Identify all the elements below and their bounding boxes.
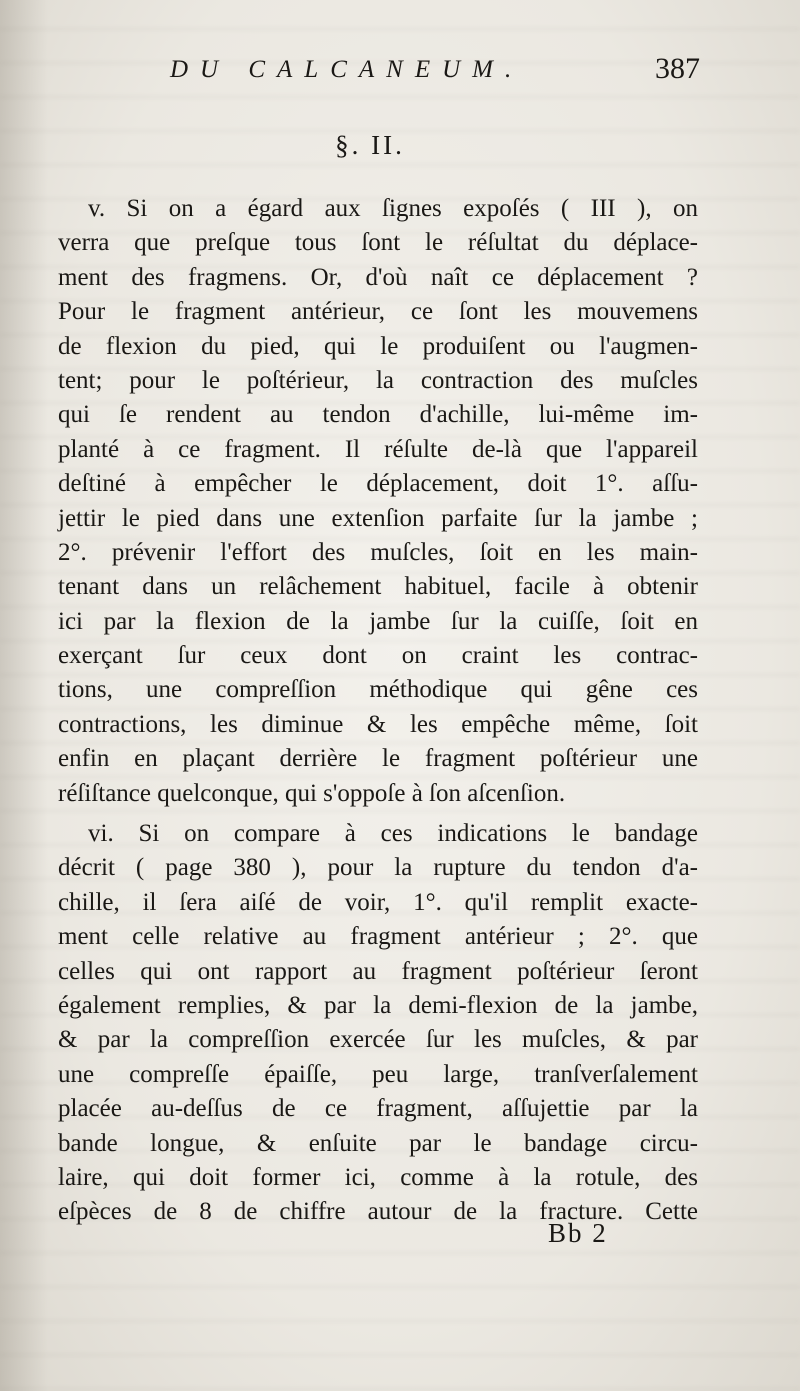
text-line: tent; pour le poſtérieur, la contraction des muſcles — [58, 366, 698, 394]
text-line: eſpèces de 8 de chiffre autour de la fracture. Cette — [58, 1198, 698, 1226]
text-line: planté à ce fragment. Il réſulte de-là que l'appareil — [58, 435, 698, 463]
text-line: qui ſe rendent au tendon d'achille, lui-même im- — [58, 401, 698, 429]
text-line: tions, une compreſſion méthodique qui gêne ces — [58, 676, 698, 704]
text-line: verra que preſque tous ſont le réſultat du déplace- — [58, 229, 698, 257]
text-line: enfin en plaçant derrière le fragment poſtérieur une — [58, 745, 698, 773]
text-line: décrit ( page 380 ), pour la rupture du tendon d'a- — [58, 854, 698, 882]
paragraph-vi — [58, 817, 698, 1230]
text-line: réſiſtance quelconque, qui s'oppoſe à ſon aſcenſion. — [58, 779, 566, 807]
text-line: v. Si on a égard aux ſignes expoſés ( III ), on — [88, 195, 698, 222]
text-line: de flexion du pied, qui le produiſent ou l'augmen- — [58, 332, 698, 360]
text-line: laire, qui doit former ici, comme à la rotule, des — [58, 1163, 698, 1191]
page-number: 387 — [655, 52, 700, 85]
text-line: jettir le pied dans une extenſion parfaite ſur la jambe ; — [58, 504, 698, 532]
text-line: ment des fragmens. Or, d'où naît ce déplacement ? — [58, 263, 698, 291]
text-line: exerçant ſur ceux dont on craint les contrac- — [58, 642, 698, 670]
text-line: vi. Si on compare à ces indications le bandage — [88, 820, 698, 848]
section-heading: §. II. — [335, 130, 405, 160]
paragraph-v — [58, 192, 698, 811]
text-line: & par la compreſſion exercée ſur les muſcles, & par — [58, 1026, 698, 1054]
text-line: deſtiné à empêcher le déplacement, doit 1°. aſſu- — [58, 470, 698, 498]
body-text — [58, 192, 698, 1230]
text-line: celles qui ont rapport au fragment poſtérieur ſeront — [58, 957, 698, 985]
text-line: ment celle relative au fragment antérieur ; 2°. que — [58, 923, 698, 951]
text-line: ici par la flexion de la jambe ſur la cuiſſe, ſoit en — [58, 607, 698, 635]
text-line: 2°. prévenir l'effort des muſcles, ſoit en les main- — [58, 538, 698, 566]
text-line: bande longue, & enſuite par le bandage circu- — [58, 1129, 698, 1157]
text-line: chille, il ſera aiſé de voir, 1°. qu'il remplit exacte- — [58, 888, 698, 916]
text-line: tenant dans un relâchement habituel, facile à obtenir — [58, 573, 698, 601]
text-line: également remplies, & par la demi-flexion de la jambe, — [58, 991, 698, 1019]
text-line: une compreſſe épaiſſe, peu large, tranſverſalement — [58, 1060, 698, 1088]
running-title: DU CALCANEUM. — [170, 56, 524, 83]
running-head — [60, 52, 700, 92]
text-line: Pour le fragment antérieur, ce ſont les mouvemens — [58, 298, 698, 326]
signature-mark: Bb 2 — [548, 1218, 608, 1248]
text-line: placée au-deſſus de ce fragment, aſſujettie par la — [58, 1095, 698, 1123]
spine-shadow — [0, 0, 48, 1391]
text-line: contractions, les diminue & les empêche même, ſoit — [58, 710, 698, 738]
